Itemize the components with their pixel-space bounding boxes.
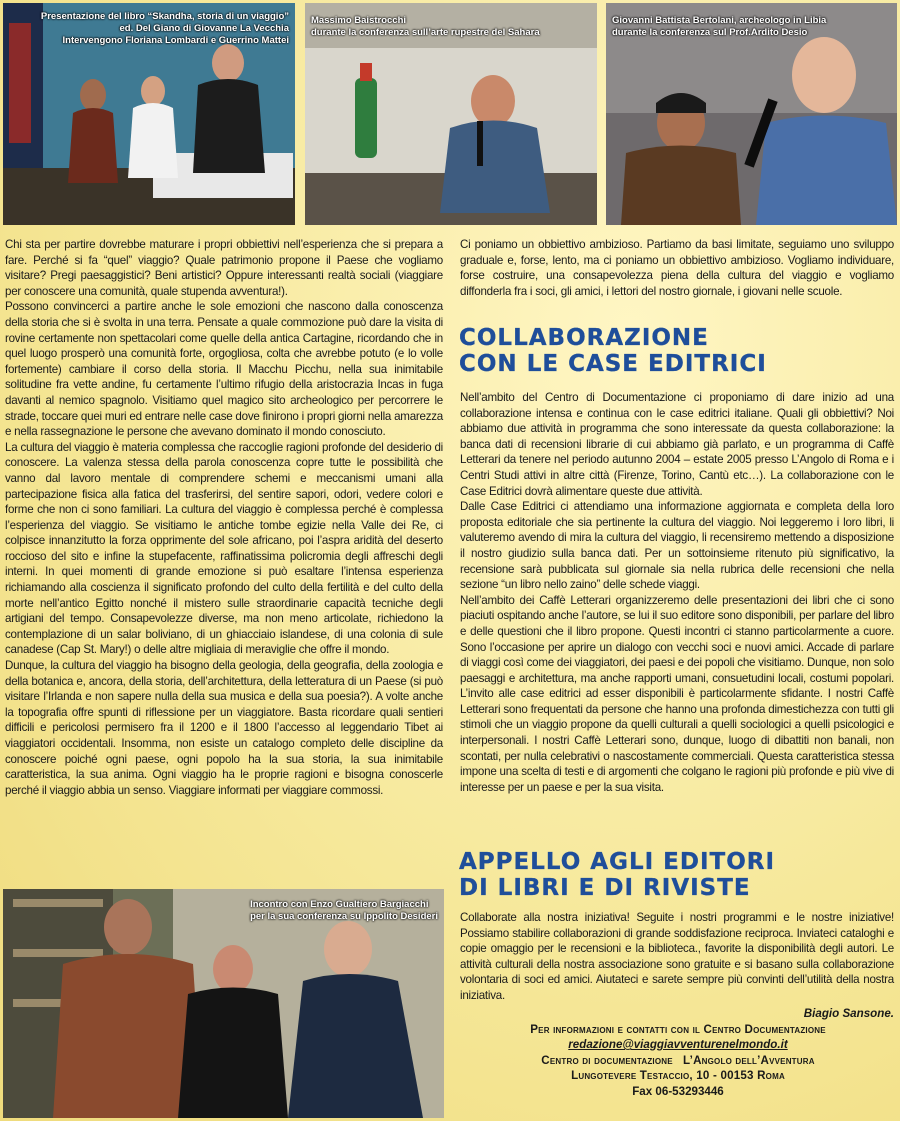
section-heading-collaborazione <box>459 325 767 377</box>
photo-caption <box>41 11 289 47</box>
paragraph: Possono convincerci a partire anche le sole emozioni che nascono dalla conoscenza della storia che si è svolta in una terra. Pensate a quale commozione può dare la visita di rovine certamente non spettacolari come quelle della antica Cartagine, ricordando che in quel luogo prosperò una comunità forte, orgogliosa, colta che avrebbe potuto (e lo volle fortemente) cambiare il corso della storia. Il Macchu Picchu, nella sua inimitabile solitudine fra vette andine, fu certamente l’ultimo rifugio della aristocrazia Incas in fuga davanti al nemico spagnolo. Visitiamo quel magico sito archeologico per percorrere le strade, toccare quei muri ed entrare nelle case dove finirono i propri giorni nella amarezza e nella rassegnazione le persone che avevano dominato il mondo conosciuto. <box>5 300 443 439</box>
info-line: Per informazioni e contatti con il Centro Documentazione <box>530 1022 826 1036</box>
photo-bargiacchi-meeting-image <box>3 889 444 1118</box>
paragraph: Collaborate alla nostra iniziativa! Seguite i nostri programmi e le nostre iniziative! Possiamo stabilire collaborazioni di grande soddisfazione reciproca. Inviateci cataloghi e copie omaggio per le recensioni e la biblioteca., favorite la disponibilità degli autori. Le attività culturali della nostra associazione sono gratuite e si basano sulla collaborazione volontaria di soci ed amici. Aiutateci e sarete sempre più convinti dell’utilità della nostra iniziativa. <box>460 911 894 1002</box>
heading-line: CON LE CASE EDITRICI <box>459 351 767 377</box>
photo-conference-desio <box>606 3 897 225</box>
paragraph: La cultura del viaggio è materia complessa che raccoglie ragioni profonde del desiderio di conoscere. La valenza stessa della parola conoscenza copre tutte le possibilità che vanno dal lavoro mentale di comprendere schemi e meccanismi umani alla partecipazione fisica alla fatica del trasferirsi, del sentire sapori, odori, vedere colori e forme che non ci sono familiari. La cultura del viaggio è complessa perché è complessa l’esperienza del viaggio. Se visitiamo le antiche tombe egizie nella Valle dei Re, ci colpisce innanzitutto la forza opprimente del sole africano, poi l’aspra aridità del deserto roccioso del sito e infine la stupefacente, raffinatissima policromia degli affreschi degli interni. In quei momenti di grande emozione si può esaltare l’intensa esperienza richiamando alla coscienza il significato profondo del culto della fertilità e del culto della morte nell’antico Egitto nonché il mistero sulle straordinarie capacità tecniche degli artigiani del tempo. Consapevolezze diverse, ma non meno articolate, richiedono la contemplazione di un salar boliviano, di un ghiacciaio islandese, di una colonia di sule canadese (Cap St. Mary!) o delle altre migliaia di meraviglie che offre il mondo. <box>5 440 443 657</box>
fax-line: Fax 06-53293446 <box>632 1084 724 1098</box>
photo-book-presentation <box>3 3 295 225</box>
paragraph: Ci poniamo un obbiettivo ambizioso. Partiamo da basi limitate, seguiamo uno sviluppo graduale e, forse, lento, ma ci poniamo un obbiettivo ambizioso. Vogliamo individuare, forse costruire, una consapevolezza piena della cultura del viaggio e vogliamo diffonderla fra i soci, gli amici, i lettori del nostro giornale, i giovani nelle scuole. <box>460 238 894 298</box>
photo-caption <box>311 15 540 39</box>
section-collaborazione-body <box>460 390 894 795</box>
section-appello-body <box>460 910 894 1004</box>
caption-line: Giovanni Battista Bertolani, archeologo in Libia <box>612 15 827 26</box>
caption-line: durante la conferenza sull’arte rupestre del Sahara <box>311 27 540 38</box>
photo-caption <box>250 899 438 923</box>
centre-line: Centro di documentazione L’Angolo dell’Avventura <box>541 1053 815 1067</box>
caption-line: Intervengono Floriana Lombardi e Guerrino Mattei <box>62 35 289 46</box>
photo-bargiacchi-meeting <box>3 889 444 1118</box>
paragraph: Nell’ambito del Centro di Documentazione ci proponiamo di dare inizio ad una collaborazione intensa e continua con le case editrici italiane. Quali gli obbiettivi? Noi abbiamo due attività in programma che sono interessate da questa collaborazione: la banca dati di recensioni librarie di cui abbiamo già parlato, e un programma di Caffè Letterari da tenere nel periodo autunno 2004 – estate 2005 presso L’Angolo di Roma e i Centri Studi attivi in altre città (Firenze, Torino, Cantù etc…). La collaborazione con le Case Editrici dovrà alimentare queste due attività. <box>460 391 894 498</box>
caption-line: durante la conferenza sul Prof.Ardito Desio <box>612 27 808 38</box>
photo-caption <box>612 15 826 39</box>
caption-line: per la sua conferenza su Ippolito Desideri <box>250 911 438 922</box>
heading-line: DI LIBRI E DI RIVISTE <box>459 875 751 901</box>
caption-line: Presentazione del libro “Skandha, storia di un viaggio” <box>40 11 289 22</box>
heading-line: APPELLO AGLI EDITORI <box>459 849 776 875</box>
signature: Biagio Sansone. <box>803 1007 894 1020</box>
address-line: Lungotevere Testaccio, 10 - 00153 Roma <box>571 1069 785 1082</box>
email-link[interactable]: redazione@viaggiavventurenelmondo.it <box>568 1038 788 1051</box>
contact-footer <box>462 1006 894 1099</box>
paragraph: Dalle Case Editrici ci attendiamo una informazione aggiornata e completa della loro proposta editoriale che sia pertinente la cultura del viaggio. Noi leggeremo i loro libri, li valuteremo avendo di mira la cultura del viaggio, li recensiremo mettendo a disposizione il nostro giudizio sulla banca dati. Per un sottoinsieme ritenuto più significativo, la recensione sarà pubblicata sul giornale sia nella rubrica delle recensioni che nella sezione “un libro nello zaino” delle schede viaggi. <box>460 500 894 592</box>
article-left-column <box>5 237 443 798</box>
caption-line: Massimo Baistrocchi <box>311 15 407 26</box>
photo-conference-sahara <box>305 3 597 225</box>
section-heading-appello <box>459 849 775 901</box>
caption-line: Incontro con Enzo Gualtiero Bargiacchi <box>250 899 429 910</box>
caption-line: ed. Del Giano di Giovanne La Vecchia <box>119 23 289 34</box>
heading-line: COLLABORAZIONE <box>459 325 709 351</box>
paragraph: Dunque, la cultura del viaggio ha bisogno della geologia, della geografia, della zoologia e della botanica e, ancora, della storia, dell’architettura, della letteratura di un Paese (si può visitare l’Irlanda e non sapere nulla della sua musica e della sua poesia?). A volte anche la topografia offre spunti di riflessione per un viaggiatore. Basta ricordare quali sentieri difficili e pericolosi permisero fra il 1200 e il 1800 l’accesso al leggendario Tibet ai viaggiatori occidentali. Insomma, non esiste un catalogo completo delle discipline da conoscere poiché ogni paese, ogni popolo ha la sua storia, la sua inimitabile caratteristica, la sua anima. Ogni viaggio ha le proprie ragioni e bisogna conoscerle perché il viaggio abbia un senso. Viaggiare informati per viaggiare commossi. <box>5 659 443 797</box>
paragraph: Chi sta per partire dovrebbe maturare i propri obbiettivi nell’esperienza che si prepara a fare. Perché si fa “quel” viaggio? Quale patrimonio propone il Paese che vogliamo visitare? Pregi paesaggistici? Beni artistici? Oppure interessanti realtà sociali (viaggiare per conoscere una comunità, quale stupenda avventura!). <box>5 238 443 298</box>
paragraph: Nell’ambito dei Caffè Letterari organizzeremo delle presentazioni dei libri che ci sono piaciuti ospitando anche l’autore, se lui il suo editore sono disponibili, per parlare del libro e delle questioni che il libro propone. Questi incontri ci stanno particolarmente a cuore. Sono l’occasione per aprire un dialogo con vecchi soci e nuovi amici. Accade di parlare di viaggi così come dei viaggiatori, dei paesi e dei popoli che visitiamo. Dunque, non solo paesaggi e architettura, ma anche rapporti umani, consuetudini locali, costumi popolari. L’invito alle case editrici ad esser disponibili è particolarmente sfidante. I nostri Caffè Letterari sono frequentati da persone che hanno una profonda dimestichezza con tutti gli stimoli che un viaggio propone da quelli culturali a quelli sociologici a quelli psicologici e interpersonali. I nostri Caffè Letterari sono, dunque, luogo di dibattiti non banali, non scontati, per nulla celebrativi o nascostamente commerciali. Questa caratteristica stessa impone una scelta di testi e di argomenti che colgano le ragioni più profonde e più vive di interesse per un paese e per la sua visita. <box>460 593 894 794</box>
article-right-intro <box>460 237 894 299</box>
